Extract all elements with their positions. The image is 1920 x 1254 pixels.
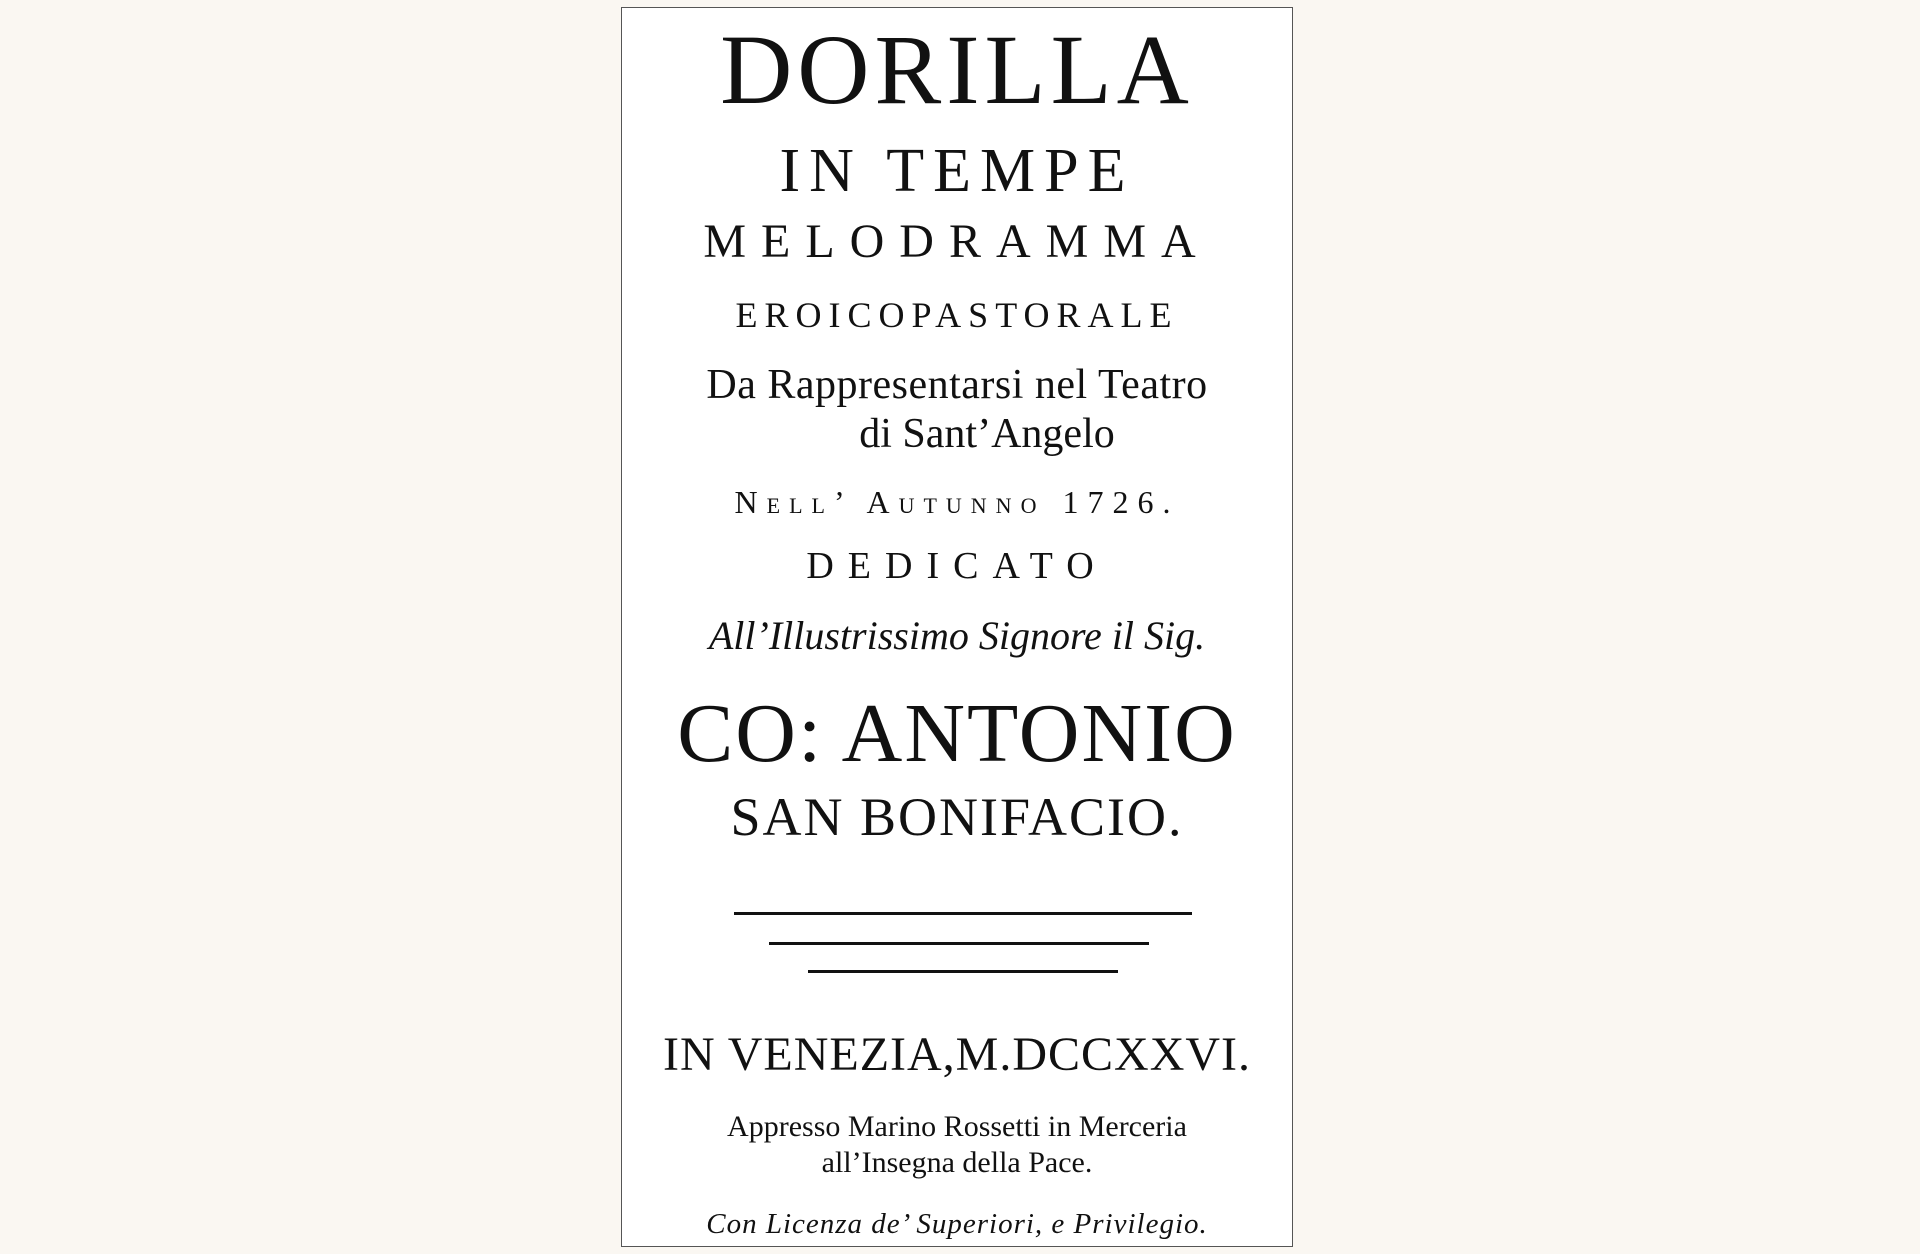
- subtitle-in-tempe: IN TEMPE: [779, 137, 1135, 205]
- ornamental-rule-medium: [769, 942, 1149, 945]
- ornamental-rule-short: [808, 970, 1118, 973]
- ornamental-rule-long: [734, 912, 1192, 915]
- dedicatee-name: CO: ANTONIO: [677, 687, 1237, 780]
- dedication-address: All’Illustrissimo Signore il Sig.: [708, 613, 1206, 658]
- season-year-line: Nell’ Autunno 1726.: [734, 484, 1180, 520]
- genre-melodramma: MELODRAMMA: [703, 215, 1211, 268]
- dedicatee-surname: SAN BONIFACIO.: [730, 787, 1184, 847]
- genre-eroicopastorale: EROICOPASTORALE: [735, 295, 1179, 335]
- title-page-scan: [621, 7, 1293, 1247]
- work-title: DORILLA: [720, 14, 1194, 125]
- license-privilege-line: Con Licenza de’ Superiori, e Privilegio.: [706, 1208, 1208, 1240]
- performance-venue-line: Da Rappresentarsi nel Teatro: [706, 362, 1208, 408]
- printer-sign-line: all’Insegna della Pace.: [821, 1146, 1093, 1179]
- imprint-place-date: IN VENEZIA,M.DCCXXVI.: [662, 1028, 1252, 1081]
- dedication-heading: DEDICATO: [806, 545, 1108, 587]
- theatre-name-line: di Sant’Angelo: [859, 411, 1115, 457]
- printer-line: Appresso Marino Rossetti in Merceria: [727, 1110, 1187, 1143]
